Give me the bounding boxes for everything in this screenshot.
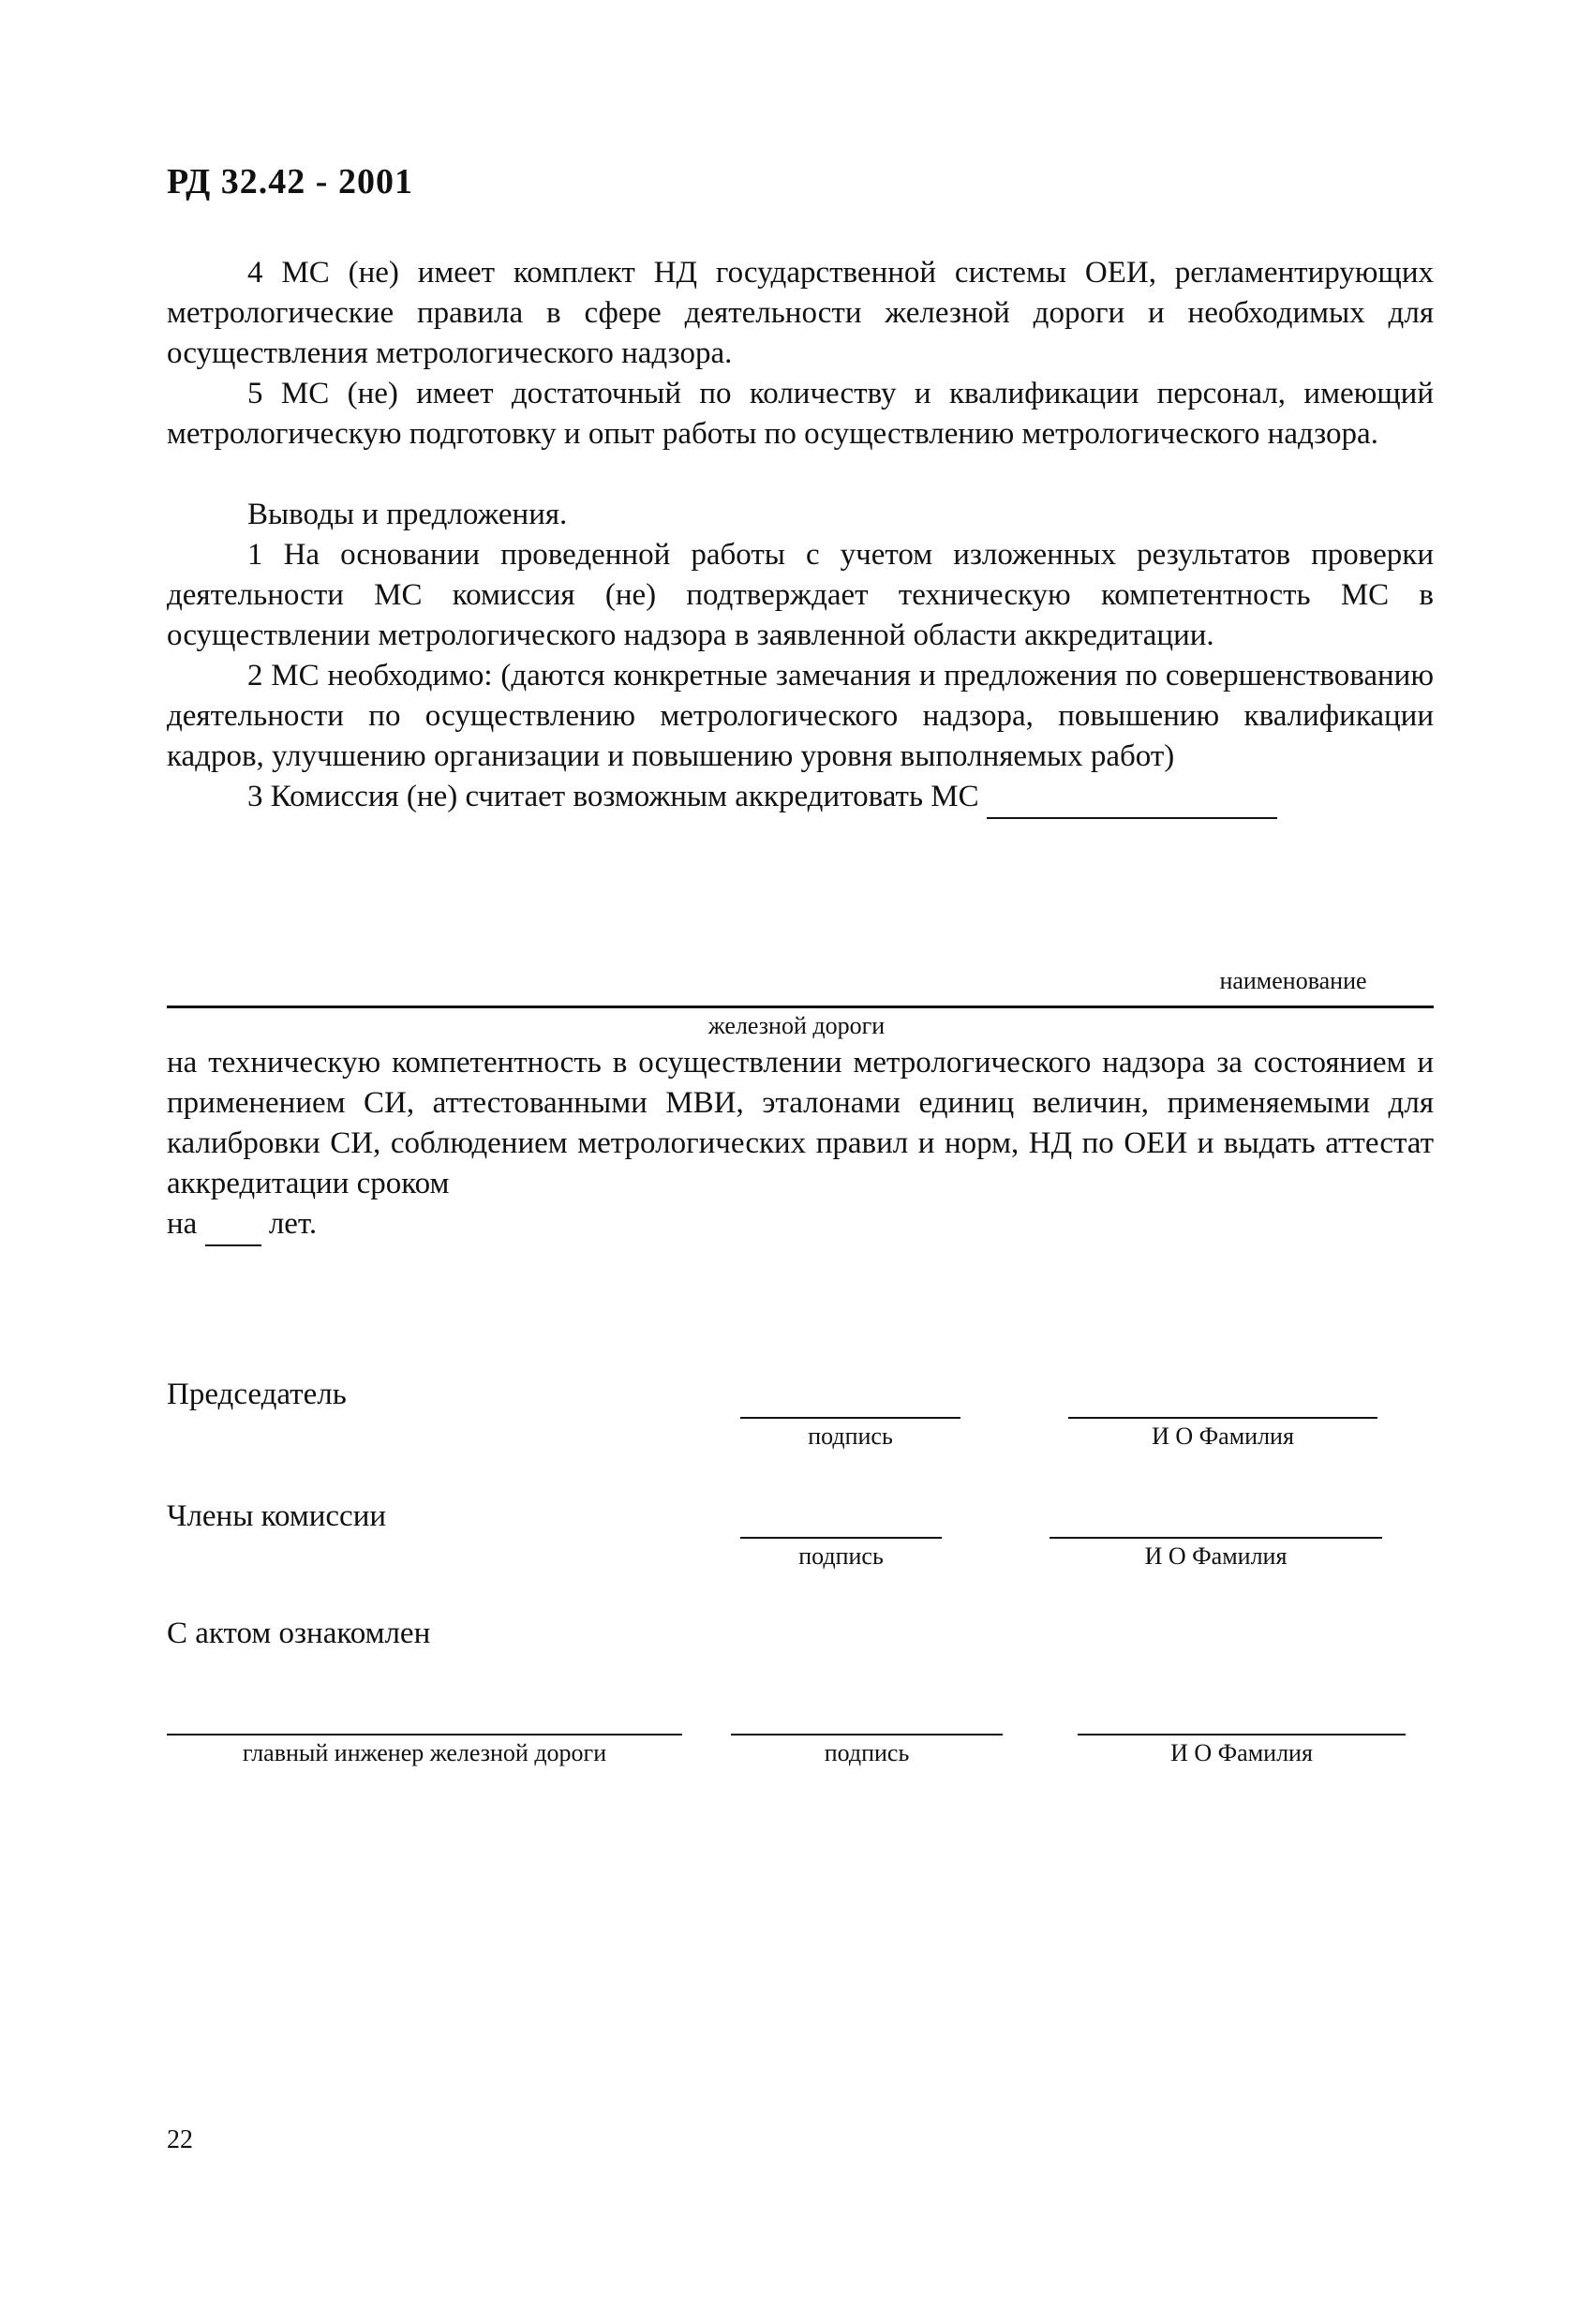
page-number: 22 (167, 2125, 193, 2154)
body-text-continued (167, 1043, 1434, 1246)
chairman-signature-line (740, 1417, 960, 1419)
chief-signature-caption: подпись (824, 1739, 910, 1766)
paragraph-item-4: 4 МС (не) имеет комплект НД государственной системы ОЕИ, регламентирующих метрологические правила в сфере деятельности железной дороги и необходимых для осуществления метрологического надзора. (167, 256, 1434, 370)
accreditation-term (167, 1204, 1434, 1246)
chief-name-caption: И О Фамилия (1170, 1739, 1313, 1766)
chairman-name-line (1068, 1417, 1377, 1419)
conclusion-2: 2 МС необходимо: (даются конкретные замечания и предложения по совершенствованию деятельности по осуществлению метрологического надзора, повышению квалификации кадров, улучшению организации и повышению уровня выполняемых работ) (167, 659, 1434, 773)
term-suffix: лет. (268, 1207, 318, 1241)
chairman-label: Председатель (167, 1378, 347, 1411)
railway-name-line (167, 1006, 1434, 1008)
chief-signature-line (731, 1734, 1003, 1736)
members-signature-caption: подпись (798, 1542, 884, 1570)
chairman-signature-caption: подпись (808, 1423, 893, 1450)
caption-railway: железной дороги (707, 1012, 886, 1039)
members-name-caption: И О Фамилия (1144, 1542, 1288, 1570)
caption-name: наименование (1219, 967, 1367, 994)
members-label: Члены комиссии (167, 1499, 387, 1533)
chief-engineer-caption: главный инженер железной дороги (242, 1739, 607, 1766)
conclusion-3-text: 3 Комиссия (не) считает возможным аккредитовать МС (247, 780, 979, 813)
members-signature-line (740, 1537, 942, 1539)
railway-name-blank (987, 777, 1277, 819)
conclusion-1: 1 На основании проведенной работы с учетом изложенных результатов проверки деятельности МС комиссия (не) подтверждает техническую компетентность МС в осуществлении метрологического надзора в заявленной области аккредитации. (167, 538, 1434, 652)
acquainted-label: С актом ознакомлен (167, 1616, 431, 1650)
chairman-name-caption: И О Фамилия (1152, 1423, 1294, 1450)
document-code: РД 32.42 - 2001 (167, 162, 413, 201)
term-blank (205, 1204, 261, 1246)
chief-engineer-line (167, 1734, 682, 1736)
body-text (167, 253, 1434, 819)
members-name-line (1050, 1537, 1382, 1539)
conclusion-3-continued: на техническую компетентность в осуществлении метрологического надзора за состоянием и применением СИ, аттестованными МВИ, эталонами единиц величин, применяемыми для калибровки СИ, соблюдением метрологических правил и норм, НД по ОЕИ и выдать аттестат аккредитации сроком (167, 1046, 1434, 1200)
conclusion-3-start (167, 777, 1434, 819)
paragraph-item-5: 5 МС (не) имеет достаточный по количеству и квалификации персонал, имеющий метрологическую подготовку и опыт работы по осуществлению метрологического надзора. (167, 377, 1434, 451)
conclusions-heading: Выводы и предложения. (247, 498, 568, 531)
term-prefix: на (167, 1207, 198, 1241)
chief-name-line (1078, 1734, 1406, 1736)
